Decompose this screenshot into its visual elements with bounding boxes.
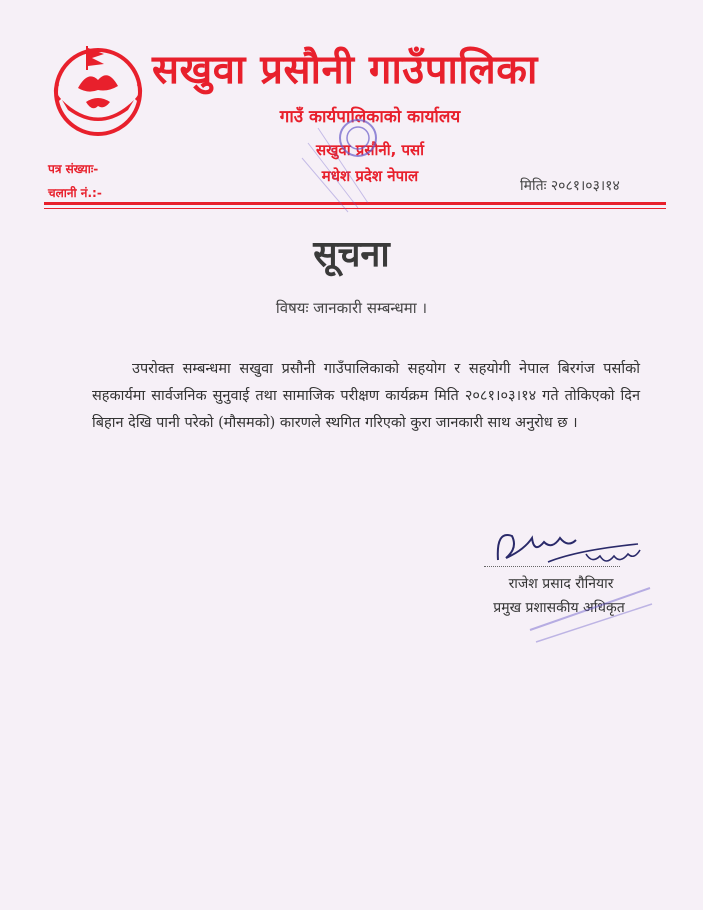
ref-no-label: पत्र संख्याः- xyxy=(48,162,99,176)
signatory-post: प्रमुख प्रशासकीय अधिकृत xyxy=(493,600,625,616)
signatory-name: राजेश प्रसाद रौनियार xyxy=(508,576,614,592)
letter-date: मितिः २०८१।०३।१४ xyxy=(520,178,620,194)
org-name: सखुवा प्रसौनी गाउँपालिका xyxy=(152,47,538,93)
office-province: मधेश प्रदेश नेपाल xyxy=(321,167,419,185)
office-location: सखुवा प्रसौनी, पर्सा xyxy=(315,141,425,159)
dispatch-no-label: चलानी नं.:- xyxy=(48,186,102,200)
signature-line xyxy=(484,556,620,567)
nepal-emblem-icon xyxy=(48,40,148,140)
notice-title: सूचना xyxy=(313,233,390,275)
name-stamp-icon xyxy=(500,568,660,648)
office-stamp-icon xyxy=(298,108,408,218)
office-name: गाउँ कार्यपालिकाको कार्यालय xyxy=(279,107,461,127)
notice-subject: विषयः जानकारी सम्बन्धमा । xyxy=(275,299,428,317)
notice-body: उपरोक्त सम्बन्धमा सखुवा प्रसौनी गाउँपालिकाको सहयोग र सहयोगी नेपाल बिरगंज पर्साको सहकार्यमा सार्वजनिक सुनुवाई तथा सामाजिक परीक्षण कार्यक्रम मिति २०८१।०३।१४ गते तोकिएको दिन बिहान देखि पानी परेको (मौसमको) कारणले स्थगित गरिएको कुरा जानकारी साथ अनुरोध छ । xyxy=(92,361,640,431)
